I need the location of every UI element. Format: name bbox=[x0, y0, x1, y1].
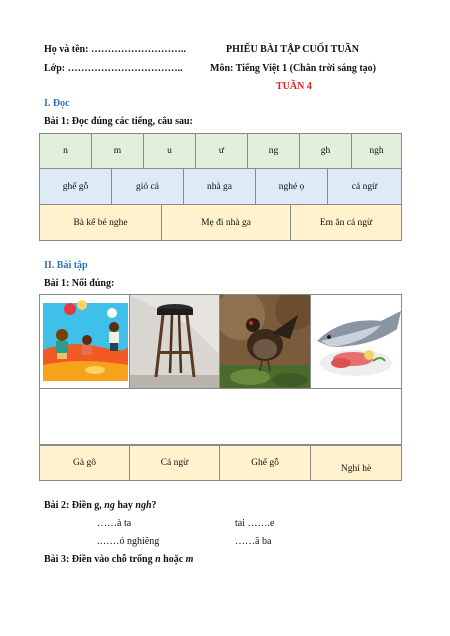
exercise3-title bbox=[44, 554, 193, 565]
exercise1-reading-title: Bài 1: Đọc đúng các tiếng, câu sau: bbox=[44, 116, 193, 127]
exercise3-title-italic: m bbox=[185, 554, 194, 565]
word-cell: cá ngừ bbox=[328, 169, 401, 204]
subject-label: Môn: Tiếng Việt 1 (Chân trời sáng tạo) bbox=[210, 63, 377, 74]
letter-cell: ngh bbox=[352, 134, 401, 168]
fill-blank-item: ……à ta bbox=[97, 518, 132, 529]
label-text: Gà gô bbox=[73, 458, 96, 468]
class-field-label: Lớp: …………………………….. bbox=[44, 63, 183, 74]
letter-cell: u bbox=[144, 134, 196, 168]
section-reading-title: I. Đọc bbox=[44, 98, 70, 109]
exercise2-title-part: Bài 2: Điền g, bbox=[44, 500, 105, 511]
exercise1-matching-title: Bài 1: Nối đúng: bbox=[44, 278, 115, 289]
label-cell bbox=[311, 445, 402, 481]
label-text: Ghế gỗ bbox=[251, 458, 279, 468]
label-cell bbox=[130, 445, 220, 481]
matching-answer-area bbox=[39, 389, 402, 445]
label-text: Nghỉ hè bbox=[340, 464, 372, 474]
exercise2-title-italic: ng bbox=[104, 500, 115, 511]
letter-cell: ng bbox=[248, 134, 300, 168]
name-field-label: Họ và tên: ……………………….. bbox=[44, 44, 186, 55]
wooden-stool-picture bbox=[130, 294, 220, 389]
letter-cell: m bbox=[92, 134, 144, 168]
letter-cell: ư bbox=[196, 134, 248, 168]
label-cell bbox=[39, 445, 130, 481]
fill-blank-item: tai …….e bbox=[235, 518, 275, 529]
word-cell: gió cá bbox=[112, 169, 184, 204]
grouse-bird-picture bbox=[220, 294, 311, 389]
label-text: Cá ngừ bbox=[160, 458, 189, 468]
week-label: TUẦN 4 bbox=[276, 81, 312, 92]
children-playing-picture bbox=[39, 294, 130, 389]
sentence-cell: Bà kể bé nghe bbox=[40, 205, 162, 240]
fill-blank-item: .……ó nghiêng bbox=[97, 536, 160, 547]
sentences-row bbox=[39, 205, 402, 241]
sheet-title: PHIẾU BÀI TẬP CUỐI TUẦN bbox=[226, 44, 359, 55]
label-cell bbox=[220, 445, 311, 481]
letter-cell: gh bbox=[300, 134, 352, 168]
exercise3-title-part: Bài 3: Điền vào chỗ trống bbox=[44, 554, 156, 565]
fill-blank-item: ……ã ba bbox=[235, 536, 272, 547]
sentence-cell: Em ăn cá ngừ bbox=[291, 205, 401, 240]
sentence-cell: Mẹ đi nhà ga bbox=[162, 205, 291, 240]
words-row bbox=[39, 169, 402, 205]
word-cell: nghé ọ bbox=[256, 169, 328, 204]
tuna-fish-picture bbox=[311, 294, 402, 389]
section-exercises-title: II. Bài tập bbox=[44, 260, 88, 271]
word-cell: nhà ga bbox=[184, 169, 256, 204]
exercise2-title-italic: ngh bbox=[135, 500, 152, 511]
word-cell: ghế gỗ bbox=[40, 169, 112, 204]
letters-row bbox=[39, 133, 402, 169]
exercise3-title-part: hoặc bbox=[160, 554, 186, 565]
letter-cell: n bbox=[40, 134, 92, 168]
exercise2-title bbox=[44, 500, 157, 511]
exercise2-title-part: ? bbox=[151, 500, 157, 511]
exercise2-title-part: hay bbox=[114, 500, 136, 511]
exercise3-title-italic: n bbox=[155, 554, 161, 565]
